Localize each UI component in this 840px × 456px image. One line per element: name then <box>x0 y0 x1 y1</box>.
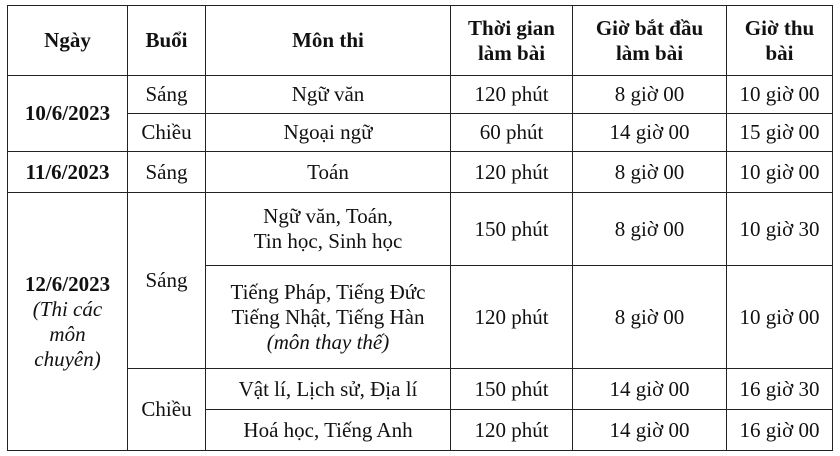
table-row <box>8 114 833 152</box>
duration-cell: 120 phút <box>451 410 573 451</box>
subject-line2: Tin học, Sinh học <box>253 229 403 253</box>
subject-line2: Tiếng Nhật, Tiếng Hàn <box>231 304 425 329</box>
subject-note: (môn thay thế) <box>266 329 390 354</box>
table-row <box>8 193 833 266</box>
header-end-line2: bài <box>765 40 794 65</box>
end-time-cell: 10 giờ 00 <box>727 152 833 193</box>
duration-cell: 150 phút <box>451 193 573 266</box>
session-cell: Sáng <box>128 76 206 114</box>
start-time-cell: 8 giờ 00 <box>573 193 727 266</box>
duration-cell: 120 phút <box>451 76 573 114</box>
table-row <box>8 369 833 410</box>
start-time-cell: 14 giờ 00 <box>573 410 727 451</box>
header-row <box>8 6 833 76</box>
header-start-time <box>573 6 727 76</box>
duration-cell: 120 phút <box>451 152 573 193</box>
header-start-line2: làm bài <box>615 40 684 65</box>
end-time-cell: 15 giờ 00 <box>727 114 833 152</box>
start-time-cell: 8 giờ 00 <box>573 266 727 369</box>
end-time-cell: 10 giờ 00 <box>727 266 833 369</box>
subject-cell: Vật lí, Lịch sử, Địa lí <box>206 369 451 410</box>
session-cell: Sáng <box>128 193 206 369</box>
session-cell: Sáng <box>128 152 206 193</box>
header-duration <box>451 6 573 76</box>
header-duration-line1: Thời gian <box>468 15 555 40</box>
subject-cell: Hoá học, Tiếng Anh <box>206 410 451 451</box>
header-date: Ngày <box>8 6 128 76</box>
date-cell: 10/6/2023 <box>8 76 128 152</box>
date-cell <box>8 193 128 451</box>
start-time-cell: 14 giờ 00 <box>573 369 727 410</box>
session-cell: Chiều <box>128 114 206 152</box>
start-time-cell: 8 giờ 00 <box>573 152 727 193</box>
start-time-cell: 14 giờ 00 <box>573 114 727 152</box>
subject-line1: Ngữ văn, Toán, <box>263 204 393 228</box>
subject-cell <box>206 266 451 369</box>
duration-cell: 150 phút <box>451 369 573 410</box>
subject-line1: Tiếng Pháp, Tiếng Đức <box>230 279 426 304</box>
header-end-time <box>727 6 833 76</box>
header-duration-line2: làm bài <box>477 40 546 65</box>
end-time-cell: 16 giờ 00 <box>727 410 833 451</box>
exam-schedule-table <box>7 5 833 451</box>
date-note-line3: chuyên) <box>34 346 101 371</box>
end-time-cell: 10 giờ 30 <box>727 193 833 266</box>
header-end-line1: Giờ thu <box>744 15 815 40</box>
session-cell: Chiều <box>128 369 206 451</box>
date-label: 12/6/2023 <box>24 271 111 296</box>
table-row <box>8 76 833 114</box>
duration-cell: 60 phút <box>451 114 573 152</box>
header-start-line1: Giờ bắt đầu <box>595 15 704 40</box>
end-time-cell: 16 giờ 30 <box>727 369 833 410</box>
table-row <box>8 152 833 193</box>
subject-cell: Ngoại ngữ <box>206 114 451 152</box>
subject-cell: Ngữ văn <box>206 76 451 114</box>
subject-cell <box>206 193 451 266</box>
header-subject: Môn thi <box>206 6 451 76</box>
header-session: Buổi <box>128 6 206 76</box>
end-time-cell: 10 giờ 00 <box>727 76 833 114</box>
duration-cell: 120 phút <box>451 266 573 369</box>
date-note-line1: (Thi các <box>32 296 103 321</box>
subject-cell: Toán <box>206 152 451 193</box>
start-time-cell: 8 giờ 00 <box>573 76 727 114</box>
date-note-line2: môn <box>49 321 86 346</box>
date-cell: 11/6/2023 <box>8 152 128 193</box>
